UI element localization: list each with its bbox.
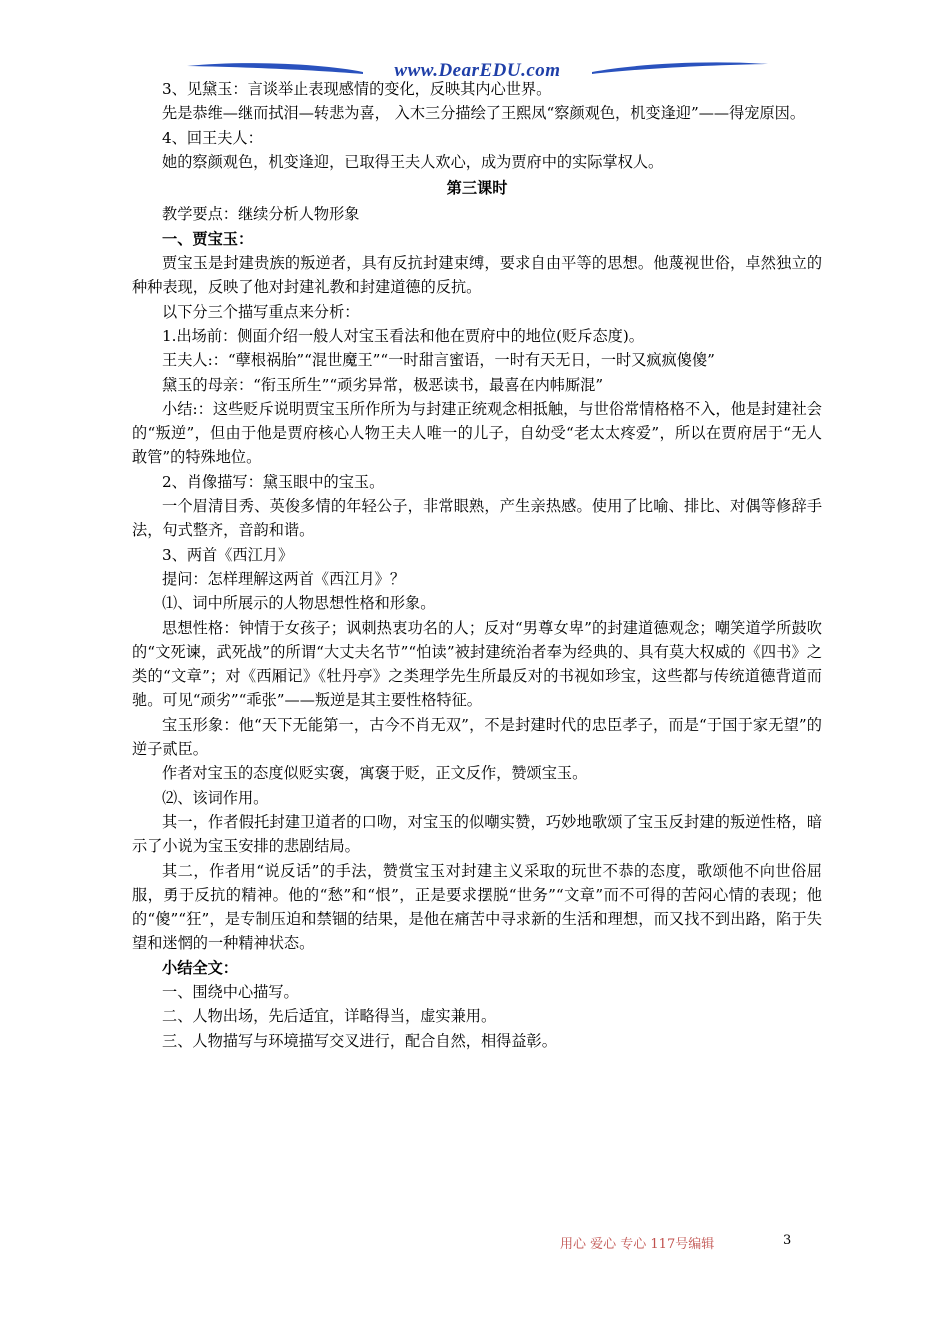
document-body	[132, 77, 822, 1053]
paragraph: ⑵、该词作用。	[162, 788, 269, 807]
site-url[interactable]: www.DearEDU.com	[394, 60, 561, 81]
paragraph: 其一，作者假托封建卫道者的口吻，对宝玉的似嘲实赞，巧妙地歌颂了宝玉反封建的叛逆性格，暗示了小说为宝玉安排的悲剧结局。	[132, 812, 822, 856]
paragraph: 1.出场前：侧面介绍一般人对宝玉看法和他在贾府中的地位(贬斥态度)。	[162, 326, 644, 345]
paragraph: 提问：怎样理解这两首《西江月》？	[162, 569, 405, 588]
paragraph: 王夫人:：“孽根祸胎”“混世魔王”“一时甜言蜜语，一时有天无日，一时又疯疯傻傻”	[162, 351, 715, 370]
paragraph: 思想性格：钟情于女孩子；讽刺热衷功名的人；反对“男尊女卑”的封建道德观念；嘲笑道学所鼓吹的“文死谏，武死战”的所谓“大丈夫名节”“怕读”被封建统治者奉为经典的、具有莫大权威的《四书》之类的“文章”；对《西厢记》《牡丹亭》之类理学先生所最反对的书视如珍宝，这些都与传统道德背道而驰。可见“顽劣”“乖张”——叛逆是其主要性格特征。	[132, 618, 822, 710]
paragraph: 二、人物出场，先后适宜，详略得当，虚实兼用。	[162, 1007, 497, 1026]
paragraph: 贾宝玉是封建贵族的叛逆者，具有反抗封建束缚，要求自由平等的思想。他蔑视世俗，卓然独立的种种表现，反映了他对封建礼教和封建道德的反抗。	[132, 254, 822, 297]
paragraph: 三、人物描写与环境描写交叉进行，配合自然，相得益彰。	[162, 1031, 557, 1050]
paragraph: 她的察颜观色，机变逢迎，已取得王夫人欢心，成为贾府中的实际掌权人。	[162, 152, 664, 171]
footer-editor-note: 用心 爱心 专心 117号编辑	[560, 1237, 715, 1252]
paragraph: 黛玉的母亲：“衔玉所生”“顽劣异常，极恶读书，最喜在内帏厮混”	[162, 375, 604, 394]
paragraph: 其二，作者用“说反话”的手法，赞赏宝玉对封建主义采取的玩世不恭的态度，歌颂他不向世俗屈服，勇于反抗的精神。他的“愁”和“恨”，正是要求摆脱“世务”“文章”而不可得的苦闷心情的表现；他的“傻”“狂”，是专制压迫和禁锢的结果，是他在痛苦中寻求新的生活和理想，而又找不到出路，陷于失望和迷惘的一种精神状态。	[132, 861, 822, 953]
subheading: 小结全文：	[162, 958, 238, 977]
paragraph: 3、两首《西江月》	[162, 545, 294, 564]
paragraph: 4、回王夫人：	[162, 128, 263, 147]
paragraph: 小结:：这些贬斥说明贾宝玉所作所为与封建正统观念相抵触，与世俗常情格格不入，他是封建社会的“叛逆”，但由于他是贾府核心人物王夫人唯一的儿子，自幼受“老太太疼爱”，所以在贾府居于“无人敢管”的特殊地位。	[132, 399, 822, 467]
paragraph: 以下分三个描写重点来分析：	[162, 302, 360, 321]
paragraph: ⑴、词中所展示的人物思想性格和形象。	[162, 594, 436, 613]
subheading: 一、贾宝玉：	[162, 229, 254, 248]
section-heading: 第三课时	[446, 179, 508, 198]
paragraph: 作者对宝玉的态度似贬实褒，寓褒于贬，正文反作，赞颂宝玉。	[162, 764, 588, 783]
paragraph: 教学要点：继续分析人物形象	[162, 205, 360, 224]
paragraph: 先是恭维—继而拭泪—转悲为喜， 入木三分描绘了王熙凤“察颜观色，机变逢迎”——得宠原因。	[162, 104, 806, 123]
paragraph: 一个眉清目秀、英俊多情的年轻公子，非常眼熟，产生亲热感。使用了比喻、排比、对偶等修辞手法，句式整齐，音韵和谐。	[132, 497, 822, 540]
paragraph: 3、见黛玉：言谈举止表现感情的变化，反映其内心世界。	[162, 80, 552, 98]
paragraph: 2、肖像描写：黛玉眼中的宝玉。	[162, 472, 385, 491]
page-number: 3	[783, 1233, 792, 1248]
paragraph: 宝玉形象：他“天下无能第一，古今不肖无双”，不是封建时代的忠臣孝子，而是“于国于家无望”的逆子贰臣。	[132, 715, 822, 759]
paragraph: 一、围绕中心描写。	[162, 982, 299, 1001]
